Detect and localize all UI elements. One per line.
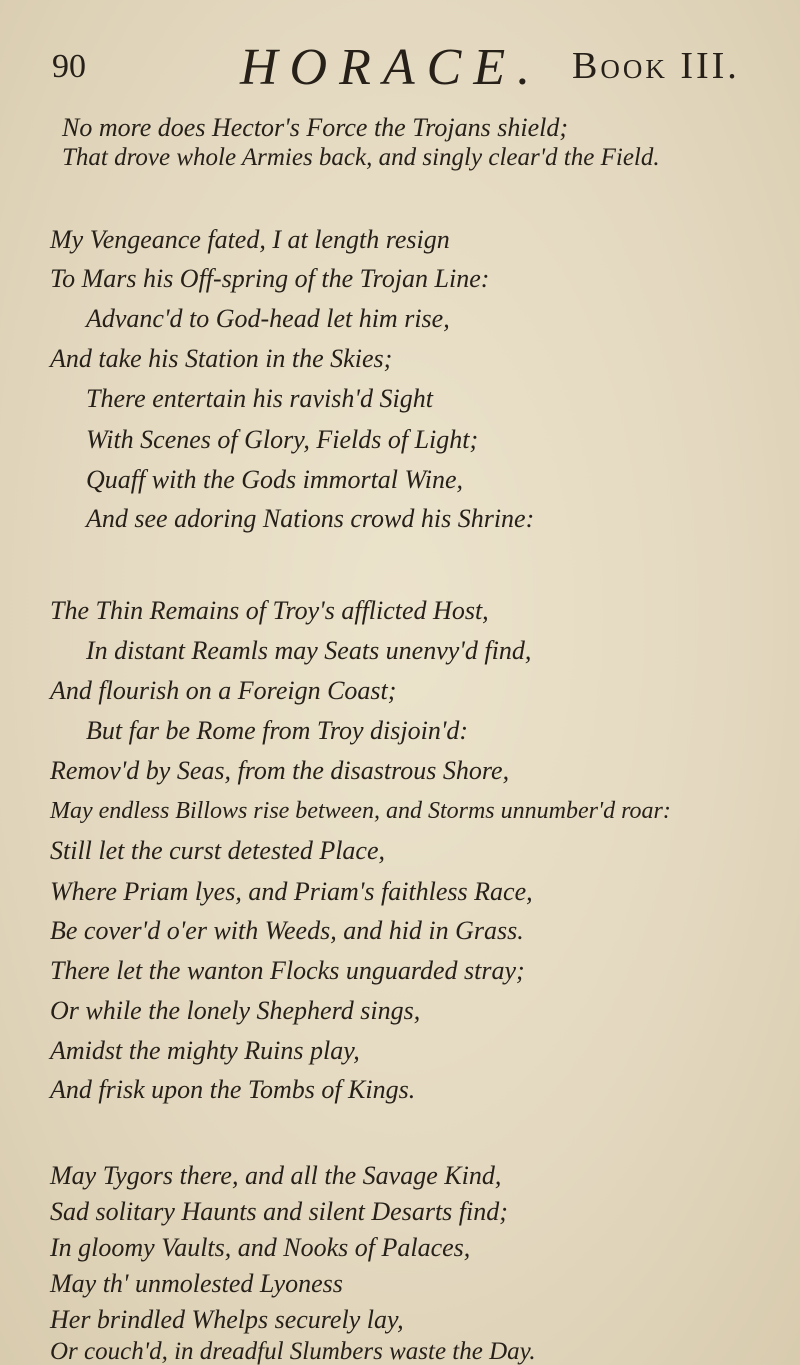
poem-line: May th' unmolested Lyoness <box>50 1269 343 1298</box>
poem-line: Advanc'd to God-head let him rise, <box>86 304 450 333</box>
poem-line: Remov'd by Seas, from the disastrous Shore, <box>50 756 510 785</box>
poem-line: With Scenes of Glory, Fields of Light; <box>86 425 479 454</box>
poem-line: Quaff with the Gods immortal Wine, <box>86 465 463 494</box>
poem-line: But far be Rome from Troy disjoin'd: <box>86 716 469 745</box>
poem-line: Sad solitary Haunts and silent Desarts find; <box>50 1197 508 1226</box>
poem-line: Or while the lonely Shepherd sings, <box>50 996 421 1025</box>
poem-line: May endless Billows rise between, and Storms unnumber'd roar: <box>50 798 671 824</box>
poem-line: Be cover'd o'er with Weeds, and hid in Grass. <box>50 916 524 945</box>
poem-line: And frisk upon the Tombs of Kings. <box>50 1075 416 1104</box>
poem-line: And see adoring Nations crowd his Shrine: <box>86 504 535 533</box>
poem-line: No more does Hector's Force the Trojans shield; <box>62 113 569 142</box>
poem-line: Or couch'd, in dreadful Slumbers waste the Day. <box>50 1338 536 1365</box>
poem-line: Amidst the mighty Ruins play, <box>50 1036 360 1065</box>
poem-line: Still let the curst detested Place, <box>50 836 386 865</box>
poem-line: In gloomy Vaults, and Nooks of Palaces, <box>50 1233 471 1262</box>
poem-line: Where Priam lyes, and Priam's faithless Race, <box>50 877 533 906</box>
poem-line: There entertain his ravish'd Sight <box>86 384 433 413</box>
poem-line: And flourish on a Foreign Coast; <box>50 676 397 705</box>
poem-line: To Mars his Off-spring of the Trojan Line: <box>50 264 490 293</box>
poem-line: May Tygors there, and all the Savage Kind, <box>50 1161 502 1190</box>
poem-line: Her brindled Whelps securely lay, <box>50 1305 404 1334</box>
poem-line: The Thin Remains of Troy's afflicted Host, <box>50 596 489 625</box>
poem-line: That drove whole Armies back, and singly clear'd the Field. <box>62 144 660 171</box>
running-title: HORACE. <box>240 39 543 96</box>
poem-line: And take his Station in the Skies; <box>50 344 393 373</box>
poem-line: In distant Reamls may Seats unenvy'd find, <box>86 636 532 665</box>
poem-line: There let the wanton Flocks unguarded stray; <box>50 956 525 985</box>
poem-line: My Vengeance fated, I at length resign <box>50 225 450 254</box>
book-label: Book III. <box>572 45 740 87</box>
page-number: 90 <box>52 48 86 85</box>
